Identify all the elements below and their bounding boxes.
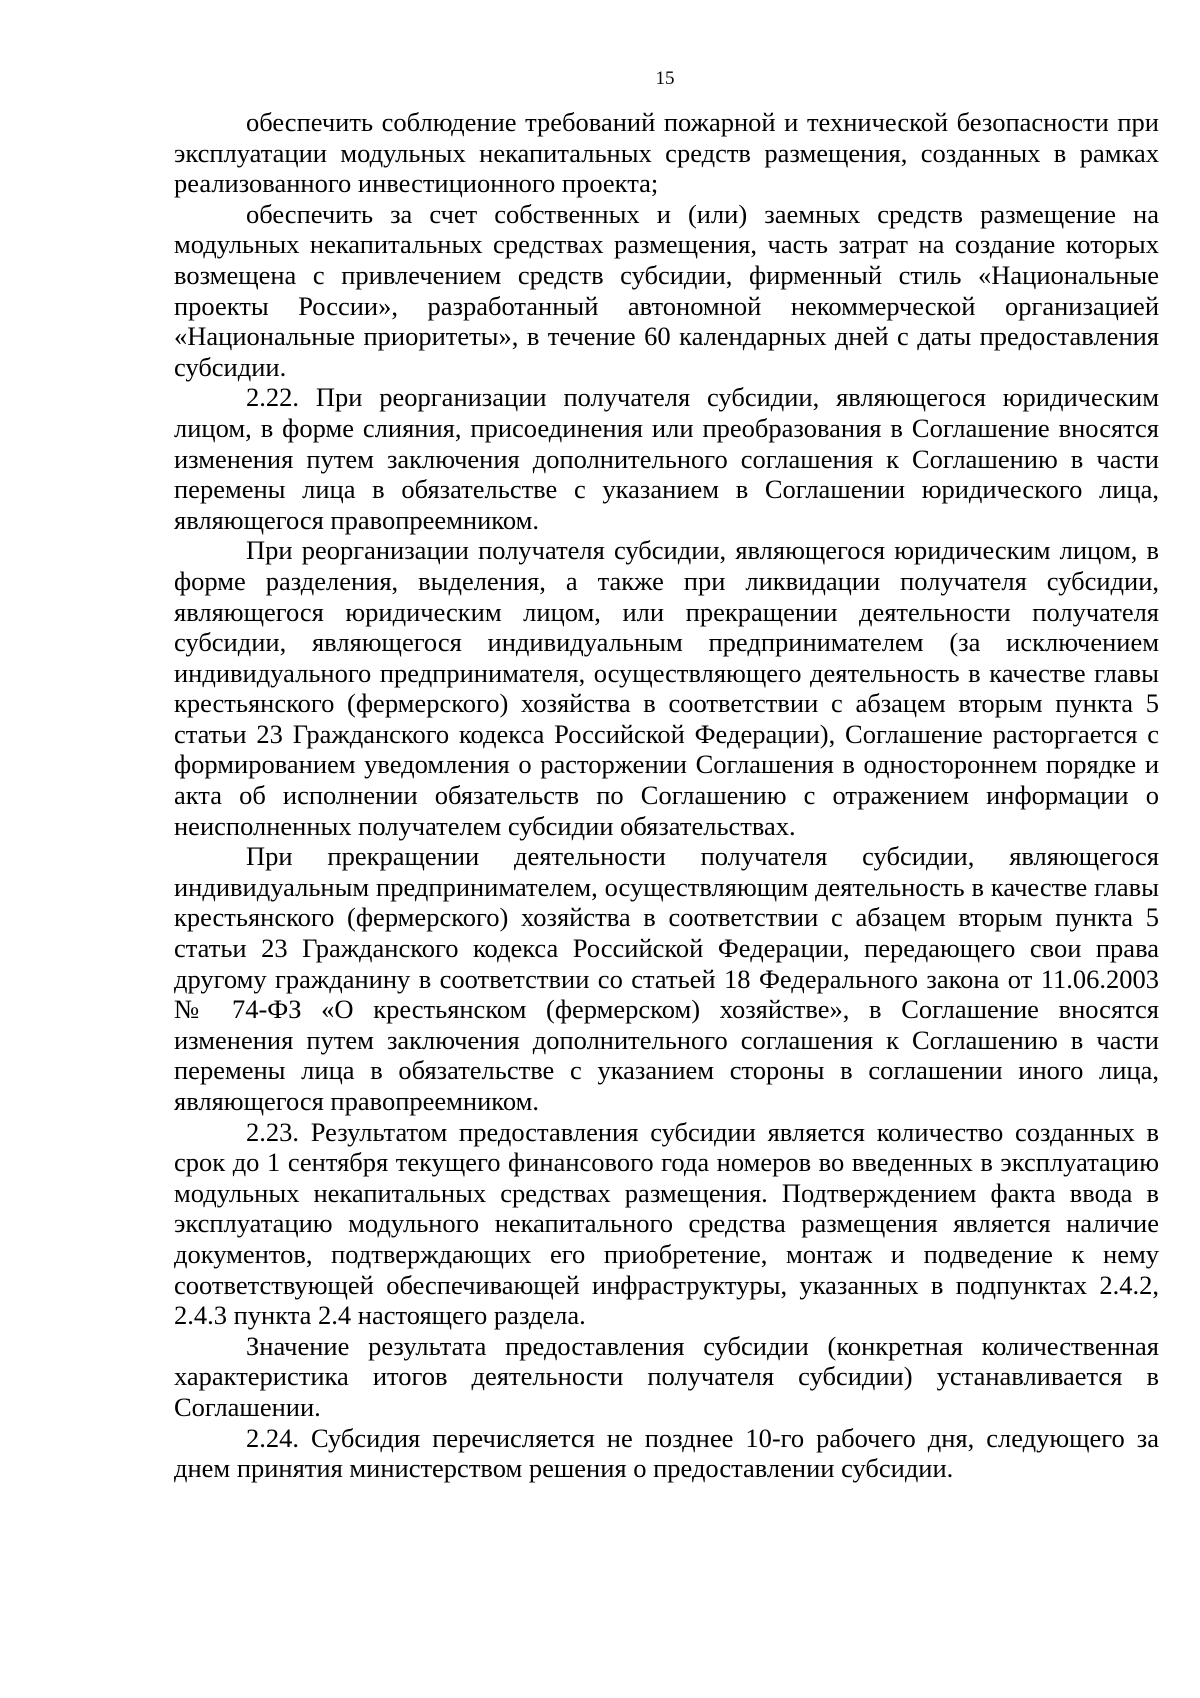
paragraph-reorganization-termination: При реорганизации получателя субсидии, являющегося юридическим лицом, в форме разделения, выделения, а также при ликвидации получателя субсидии, являющегося юридическим лицом, или прекращении деятельности получателя субсидии, являющегося индивидуальным предпринимателем (за исключением индивидуального предпринимателя, осуществляющего деятельность в качестве главы крестьянского (фермерского) хозяйства в соответствии с абзацем вторым пункта 5 статьи 23 Гражданского кодекса Российской Федерации), Соглашение расторгается с формированием уведомления о расторжении Соглашения в одностороннем порядке и акта об исполнении обязательств по Соглашению с отражением информации о неисполненных получателем субсидии обязательствах.	[174, 535, 1159, 841]
paragraph-2-24-transfer: 2.24. Субсидия перечисляется не позднее 10-го рабочего дня, следующего за днем принятия министерством решения о предоставлении субсидии.	[174, 1422, 1159, 1484]
paragraph-fire-safety: обеспечить соблюдение требований пожарной и технической безопасности при эксплуатации модульных некапитальных средств размещения, созданных в рамках реализованного инвестиционного проекта;	[174, 107, 1159, 199]
paragraph-2-23-result: 2.23. Результатом предоставления субсидии является количество созданных в срок до 1 сентября текущего финансового года номеров во введенных в эксплуатацию модульных некапитальных средствах размещения. Подтверждением факта ввода в эксплуатацию модульного некапитального средства размещения является наличие документов, подтверждающих его приобретение, монтаж и подведение к нему соответствующей обеспечивающей инфраструктуры, указанных в подпунктах 2.4.2, 2.4.3 пункта 2.4 настоящего раздела.	[174, 1116, 1159, 1331]
paragraph-2-22-reorganization: 2.22. При реорганизации получателя субсидии, являющегося юридическим лицом, в форме слияния, присоединения или преобразования в Соглашение вносятся изменения путем заключения дополнительного соглашения к Соглашению в части перемены лица в обязательстве с указанием в Соглашении юридического лица, являющегося правопреемником.	[174, 382, 1159, 535]
paragraph-farm-transfer: При прекращении деятельности получателя субсидии, являющегося индивидуальным предпринимателем, осуществляющим деятельность в качестве главы крестьянского (фермерского) хозяйства в соответствии с абзацем вторым пункта 5 статьи 23 Гражданского кодекса Российской Федерации, передающего свои права другому гражданину в соответствии со статьей 18 Федерального закона от 11.06.2003 № 74-ФЗ «О крестьянском (фермерском) хозяйстве», в Соглашение вносятся изменения путем заключения дополнительного соглашения к Соглашению в части перемены лица в обязательстве с указанием стороны в соглашении иного лица, являющегося правопреемником.	[174, 841, 1159, 1116]
paragraph-brand-style: обеспечить за счет собственных и (или) заемных средств размещение на модульных некапитальных средствах размещения, часть затрат на создание которых возмещена с привлечением средств субсидии, фирменный стиль «Национальные проекты России», разработанный автономной некоммерческой организацией «Национальные приоритеты», в течение 60 календарных дней с даты предоставления субсидии.	[174, 198, 1159, 382]
page-number: 15	[655, 68, 675, 89]
document-body	[174, 107, 1159, 1484]
paragraph-result-value: Значение результата предоставления субсидии (конкретная количественная характеристика итогов деятельности получателя субсидии) устанавливается в Соглашении.	[174, 1330, 1159, 1422]
